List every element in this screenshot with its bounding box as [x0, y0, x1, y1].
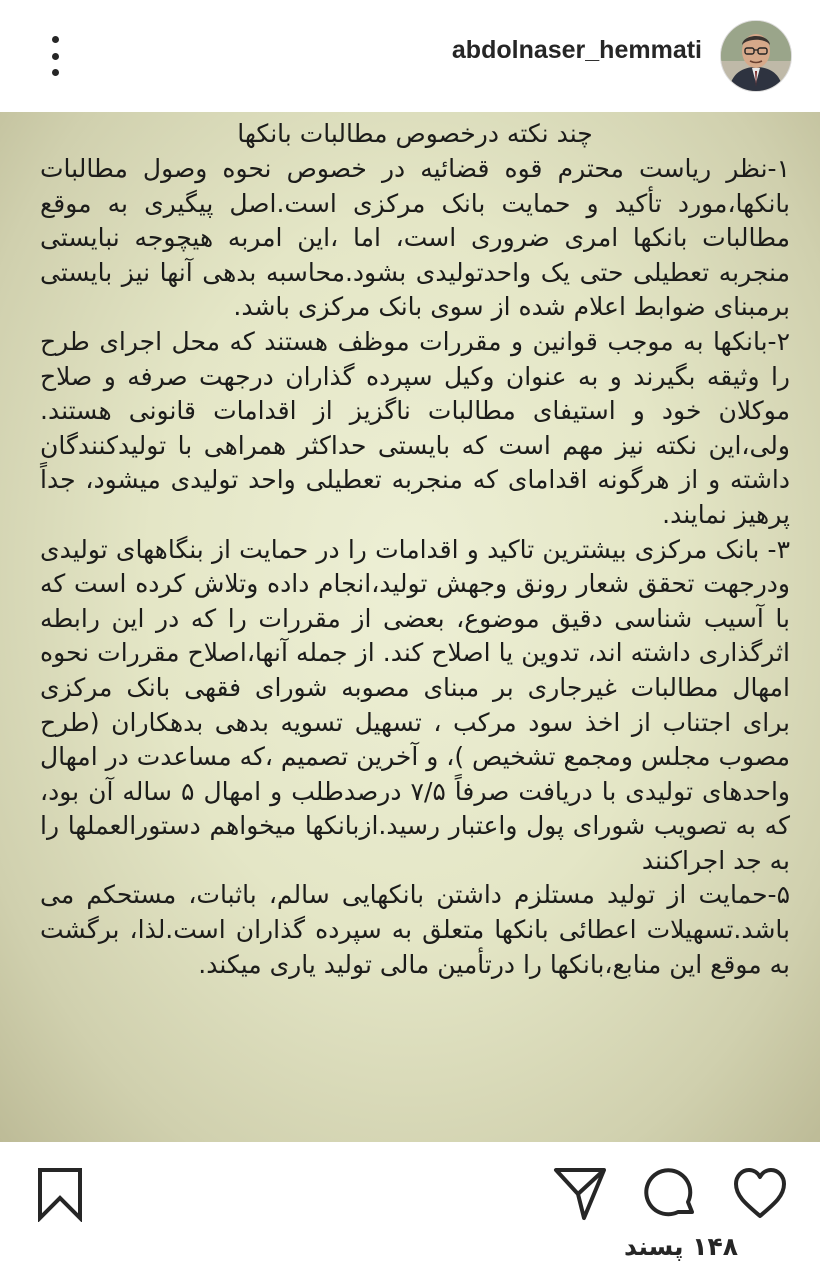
post-actions: [0, 1142, 820, 1232]
bookmark-icon[interactable]: [32, 1166, 88, 1222]
post-title: چند نکته درخصوص مطالبات بانکها: [237, 119, 593, 148]
post-image[interactable]: [0, 112, 820, 1142]
avatar[interactable]: [720, 20, 792, 92]
comment-icon[interactable]: [642, 1166, 698, 1222]
username[interactable]: abdolnaser_hemmati: [451, 36, 702, 64]
avatar-image: [721, 21, 791, 91]
send-icon[interactable]: [552, 1166, 608, 1222]
post-header: [0, 0, 820, 112]
paragraph-5: ۵-حمایت از تولید مستلزم داشتن بانکهایی سالم، باثبات، مستحکم می باشد.تسهیلات اعطائی بانکها متعلق به سپرده گذاران است.لذا، برگشت به موقع این منابع،بانکها را درتأمین مالی تولید یاری میکند.: [40, 880, 790, 979]
paragraph-2: ۲-بانکها به موجب قوانین و مقررات موظف هستند که محل اجرای طرح را وثیقه بگیرند و به عنوان وکیل سپرده گذاران درجهت صرفه و صلاح موکلان خود و استیفای مطالبات ناگزیز از اقدامات قانونی هستند. ولی،این نکته نیز مهم است که بایستی حداکثر همراهی با تولیدکنندگان داشته و از هرگونه اقدامای که منجربه تعطیلی واحد تولیدی میشود، جداً پرهیز نمایند.: [40, 326, 790, 529]
more-options-icon[interactable]: [40, 36, 70, 76]
paragraph-1: ۱-نظر ریاست محترم قوه قضائیه در خصوص نحوه وصول مطالبات بانکها،مورد تأکید و حمایت بانک مرکزی است.اصل پیگیری به موقع مطالبات بانکها امری ضروری است، اما ،این امربه هیچوجه نبایستی منجربه تعطیلی حتی یک واحدتولیدی بشود.محاسبه بدهی آنها نیز بایستی برمبنای ضوابط اعلام شده از سوی بانک مرکزی باشد.: [40, 154, 790, 322]
paragraph-3: ۳- بانک مرکزی بیشترین تاکید و اقدامات را در حمایت از بنگاههای تولیدی ودرجهت تحقق شعار رونق وجهش تولید،انجام داده وتلاش کرده است که با آسیب شناسی دقیق موضوع، بعضی از مقررات را که در این رابطه اثرگذاری داشته اند، تدوین یا اصلاح کند. از جمله آنها،اصلاح مقررات نحوه امهال مطالبات غیرجاری بر مبنای مصوبه شورای فقهی بانک مرکزی برای اجتناب از اخذ سود مرکب ، تسهیل تسویه بدهی بدهکاران (طرح مصوب مجلس ومجمع تشخیص )، و آخرین تصمیم ،که مساعدت در امهال واحدهای تولیدی با دریافت صرفاً ۷/۵ درصدطلب و امهال ۵ ساله آن بود، که به تصویب شورای پول واعتبار رسید.ازبانکها میخواهم دستورالعملها را به جد اجراکنند: [40, 534, 791, 875]
heart-icon[interactable]: [732, 1166, 788, 1222]
likes-count[interactable]: ۱۴۸ پسند: [624, 1232, 738, 1261]
post-text: [40, 112, 790, 982]
